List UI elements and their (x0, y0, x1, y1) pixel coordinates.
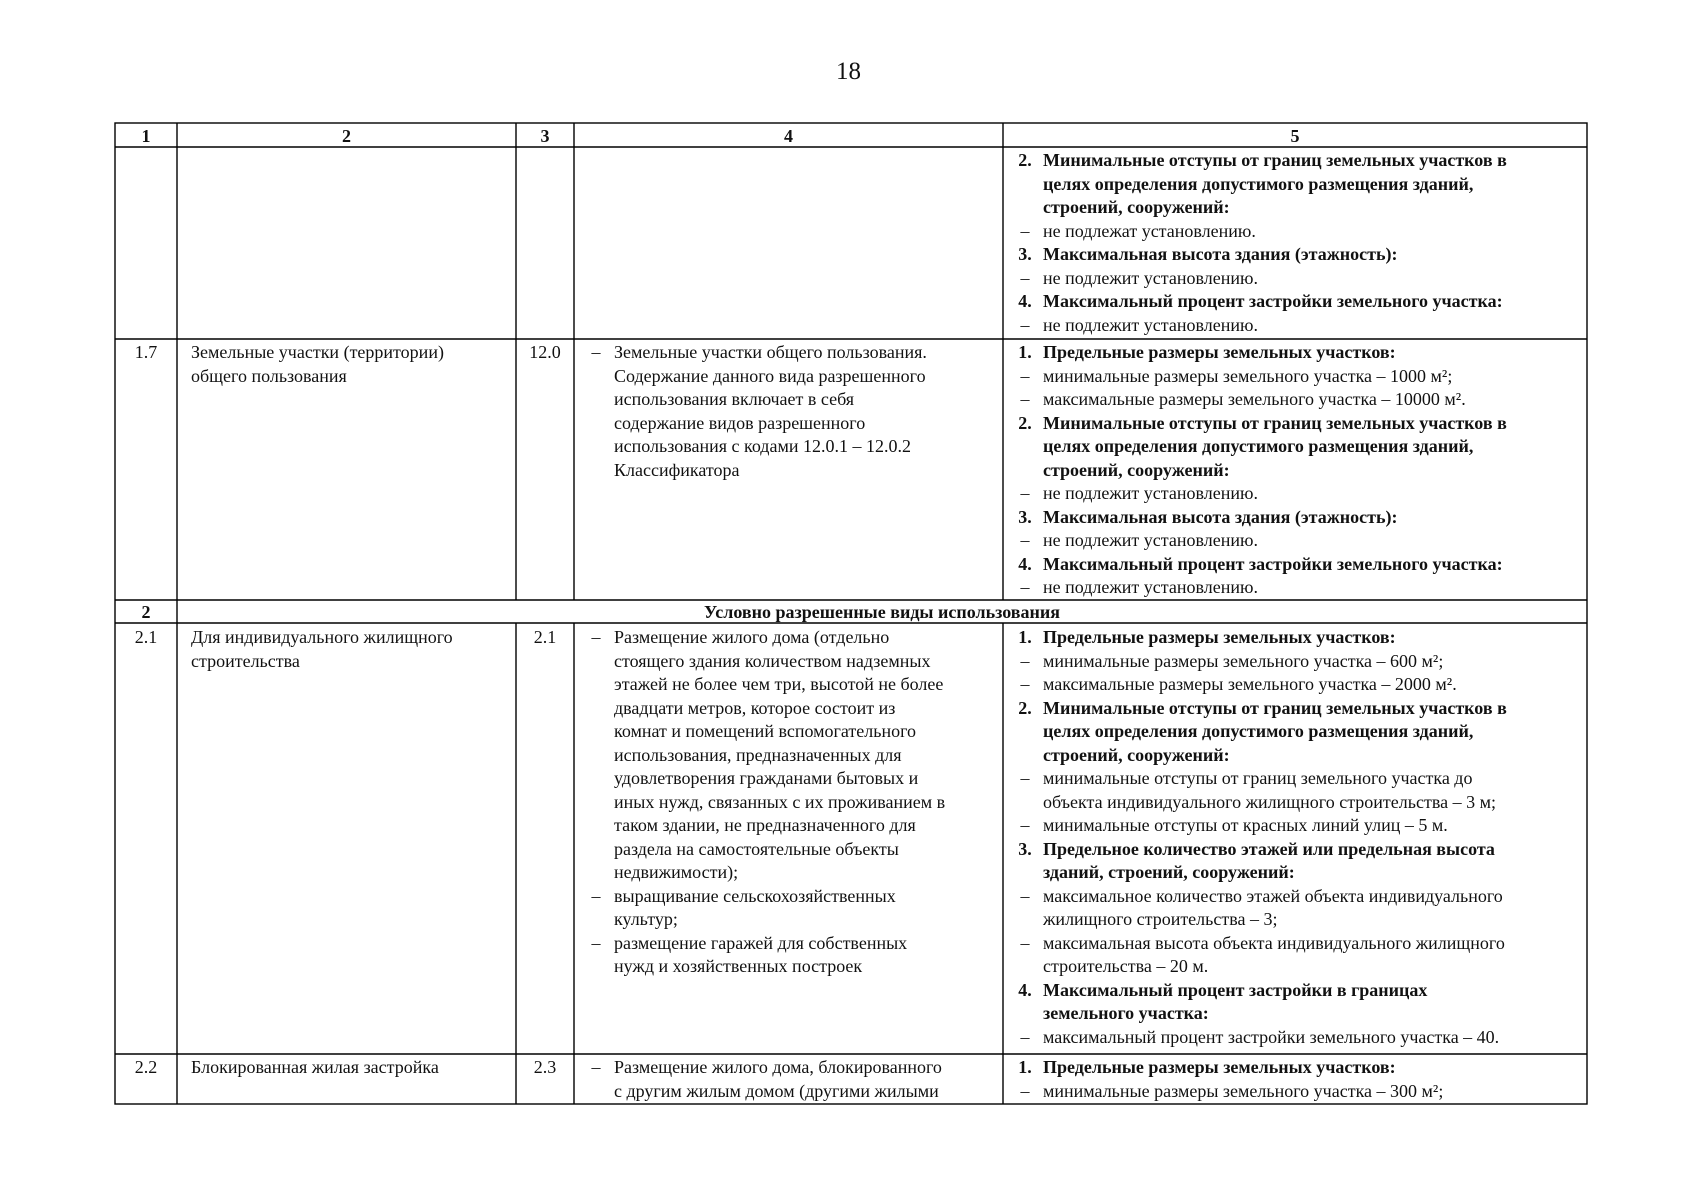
line-marker (578, 673, 614, 697)
description-line (578, 814, 1003, 838)
line-text: строений, сооружений: (1043, 197, 1230, 217)
line-marker (1007, 955, 1043, 979)
line-marker: – (1020, 267, 1030, 288)
line-marker (578, 744, 614, 768)
line-marker (1007, 1002, 1043, 1026)
row-number: 2.2 (134, 1057, 158, 1077)
line-text: этажей не более чем три, высотой не более (614, 674, 944, 694)
use-name (191, 341, 511, 388)
param-line (1007, 767, 1587, 791)
line-text: Максимальный процент застройки земельного участка: (1043, 553, 1503, 574)
line-marker: 4. (1018, 553, 1032, 574)
line-text: иных нужд, связанных с их проживанием в (614, 791, 946, 812)
param-line (1007, 365, 1587, 389)
line-text: Максимальная высота здания (этажность): (1043, 244, 1398, 264)
line-text: зданий, строений, сооружений: (1043, 862, 1295, 882)
classifier-code: 12.0 (529, 342, 561, 362)
line-text: Классификатора (614, 459, 740, 480)
line-text: Предельные размеры земельных участков: (1043, 342, 1396, 362)
line-text: нужд и хозяйственных построек (614, 956, 863, 976)
param-line (1007, 673, 1587, 697)
param-line (1007, 388, 1587, 412)
line-text: культур; (614, 909, 678, 929)
line-marker (1007, 435, 1043, 459)
line-marker (578, 720, 614, 744)
line-text: с другим жилым домом (другими жилыми (614, 1080, 939, 1101)
param-line (1007, 529, 1587, 553)
line-text: максимальные размеры земельного участка – 2000 м². (1043, 674, 1457, 694)
param-line (1007, 955, 1587, 979)
description-line (578, 885, 1003, 909)
param-line (1007, 1026, 1587, 1050)
line-marker: 4. (1018, 979, 1032, 1000)
line-marker: 1. (1018, 627, 1032, 647)
line-text: использования включает в себя (614, 389, 855, 409)
line-text: Содержание данного вида разрешенного (614, 365, 926, 386)
line-text: таком здании, не предназначенного для (614, 815, 916, 835)
params-cell (1007, 149, 1587, 337)
param-line (1007, 314, 1587, 338)
param-line (1007, 861, 1587, 885)
line-text: объекта индивидуального жилищного строительства – 3 м; (1043, 791, 1496, 812)
description-line (578, 791, 1003, 815)
line-text: раздела на самостоятельные объекты (614, 838, 899, 859)
line-marker: – (1020, 815, 1030, 835)
line-marker: – (1020, 768, 1030, 788)
row-number: 1.7 (134, 342, 158, 362)
line-text: Минимальные отступы от границ земельных участков в (1043, 412, 1507, 433)
description-line (578, 838, 1003, 862)
line-marker (578, 838, 614, 862)
line-text: Земельные участки общего пользования. (614, 342, 927, 362)
param-line (1007, 744, 1587, 768)
line-marker: 3. (1018, 838, 1032, 859)
line-text: максимальное количество этажей объекта индивидуального (1043, 885, 1503, 906)
description-line (578, 861, 1003, 885)
line-text: не подлежит установлению. (1043, 577, 1258, 597)
line-text: максимальный процент застройки земельного участка – 40. (1043, 1026, 1500, 1047)
line-marker: – (1020, 577, 1030, 597)
line-marker: – (591, 1057, 601, 1077)
line-marker: – (591, 885, 601, 906)
line-marker (578, 814, 614, 838)
line-text: не подлежит установлению. (1043, 530, 1258, 550)
line-text: Минимальные отступы от границ земельных участков в (1043, 150, 1507, 170)
line-text: Предельные размеры земельных участков: (1043, 1057, 1396, 1077)
param-line (1007, 814, 1587, 838)
use-name-line: общего пользования (191, 365, 347, 386)
line-marker: – (1020, 220, 1030, 241)
header-col-2: 2 (342, 126, 351, 146)
line-marker (578, 955, 614, 979)
line-text: двадцати метров, которое состоит из (614, 697, 896, 718)
param-line (1007, 553, 1587, 577)
description-line (578, 1056, 1003, 1080)
use-name-line: Земельные участки (территории) (191, 342, 444, 362)
param-line (1007, 908, 1587, 932)
param-line (1007, 482, 1587, 506)
line-marker: – (1020, 1026, 1030, 1047)
line-text: целях определения допустимого размещения зданий, (1043, 721, 1474, 741)
description-line (578, 767, 1003, 791)
line-text: размещение гаражей для собственных (614, 932, 908, 953)
description-line (578, 720, 1003, 744)
param-line (1007, 243, 1587, 267)
line-marker (578, 697, 614, 721)
classifier-code: 2.3 (533, 1057, 557, 1077)
description-line (578, 955, 1003, 979)
line-text: удовлетворения гражданами бытовых и (614, 768, 919, 788)
description-cell (578, 341, 1003, 482)
line-marker (1007, 173, 1043, 197)
line-marker: – (1020, 650, 1030, 671)
header-col-4: 4 (784, 126, 793, 146)
description-line (578, 673, 1003, 697)
param-line (1007, 435, 1587, 459)
param-line (1007, 1056, 1587, 1080)
line-marker (578, 388, 614, 412)
params-cell (1007, 626, 1587, 1049)
line-text: недвижимости); (614, 862, 739, 882)
line-marker (578, 767, 614, 791)
line-marker: – (1020, 314, 1030, 335)
line-marker (578, 650, 614, 674)
description-line (578, 626, 1003, 650)
line-marker (1007, 744, 1043, 768)
line-marker (578, 435, 614, 459)
line-marker: – (1020, 674, 1030, 694)
line-text: строительства – 20 м. (1043, 956, 1209, 976)
line-text: целях определения допустимого размещения зданий, (1043, 436, 1474, 456)
line-marker (1007, 196, 1043, 220)
line-marker: 2. (1018, 697, 1032, 718)
page-number: 18 (836, 58, 861, 85)
header-col-5: 5 (1290, 126, 1300, 146)
line-marker: – (591, 342, 601, 362)
param-line (1007, 626, 1587, 650)
line-marker: – (1020, 885, 1030, 906)
use-name (191, 1056, 511, 1080)
param-line (1007, 149, 1587, 173)
param-line (1007, 979, 1587, 1003)
header-col-3: 3 (540, 126, 550, 146)
line-marker: 4. (1018, 291, 1032, 311)
line-marker: 1. (1018, 1057, 1032, 1077)
line-text: максимальная высота объекта индивидуального жилищного (1043, 932, 1505, 953)
row-number: 2.1 (134, 627, 158, 647)
line-text: жилищного строительства – 3; (1043, 909, 1278, 929)
description-cell (578, 1056, 1003, 1103)
param-line (1007, 459, 1587, 483)
line-text: выращивание сельскохозяйственных (614, 885, 896, 906)
line-text: содержание видов разрешенного (614, 412, 866, 433)
line-text: минимальные размеры земельного участка – 1000 м²; (1043, 365, 1453, 386)
param-line (1007, 838, 1587, 862)
line-text: минимальные отступы от границ земельного участка до (1043, 768, 1473, 788)
line-text: целях определения допустимого размещения зданий, (1043, 173, 1474, 194)
description-line (578, 412, 1003, 436)
line-text: максимальные размеры земельного участка – 10000 м². (1043, 389, 1466, 409)
param-line (1007, 650, 1587, 674)
line-text: не подлежит установлению. (1043, 483, 1258, 503)
param-line (1007, 932, 1587, 956)
description-line (578, 388, 1003, 412)
param-line (1007, 290, 1587, 314)
param-line (1007, 576, 1587, 600)
line-marker (578, 908, 614, 932)
line-marker: – (1020, 365, 1030, 386)
section-title: Условно разрешенные виды использования (704, 602, 1060, 622)
description-cell (578, 626, 1003, 979)
line-marker: – (591, 627, 601, 647)
line-text: использования с кодами 12.0.1 – 12.0.2 (614, 436, 911, 456)
line-text: строений, сооружений: (1043, 744, 1230, 765)
line-marker (578, 412, 614, 436)
line-text: Максимальный процент застройки в границах (1043, 979, 1428, 1000)
line-marker (578, 791, 614, 815)
line-marker (1007, 861, 1043, 885)
use-name-line: Блокированная жилая застройка (191, 1057, 439, 1077)
line-text: Минимальные отступы от границ земельных участков в (1043, 697, 1507, 718)
line-marker (1007, 459, 1043, 483)
description-line (578, 365, 1003, 389)
param-line (1007, 1080, 1587, 1104)
params-cell (1007, 341, 1587, 600)
line-text: Предельные размеры земельных участков: (1043, 627, 1396, 647)
param-line (1007, 267, 1587, 291)
line-text: строений, сооружений: (1043, 459, 1230, 480)
line-marker: – (1020, 389, 1030, 409)
line-text: минимальные отступы от красных линий улиц – 5 м. (1043, 815, 1448, 835)
line-text: стоящего здания количеством надземных (614, 650, 931, 671)
description-line (578, 650, 1003, 674)
param-line (1007, 412, 1587, 436)
description-line (578, 459, 1003, 483)
description-line (578, 932, 1003, 956)
params-cell (1007, 1056, 1587, 1103)
line-text: Предельное количество этажей или предельная высота (1043, 838, 1495, 859)
line-marker (1007, 720, 1043, 744)
use-name-line: строительства (191, 650, 300, 671)
line-text: Максимальный процент застройки земельного участка: (1043, 291, 1503, 311)
header-col-1: 1 (141, 126, 151, 146)
description-line (578, 697, 1003, 721)
line-text: минимальные размеры земельного участка – 600 м²; (1043, 650, 1444, 671)
line-marker: 2. (1018, 412, 1032, 433)
use-name (191, 626, 511, 673)
param-line (1007, 697, 1587, 721)
section-number: 2 (141, 602, 151, 622)
param-line (1007, 885, 1587, 909)
use-name-line: Для индивидуального жилищного (191, 627, 453, 647)
line-text: комнат и помещений вспомогательного (614, 721, 917, 741)
description-line (578, 1080, 1003, 1104)
line-marker (578, 365, 614, 389)
classifier-code: 2.1 (533, 627, 557, 647)
line-text: земельного участка: (1043, 1003, 1209, 1023)
line-text: Размещение жилого дома (отдельно (614, 627, 890, 647)
param-line (1007, 506, 1587, 530)
param-line (1007, 1002, 1587, 1026)
line-marker (578, 1080, 614, 1104)
description-line (578, 908, 1003, 932)
line-marker (1007, 791, 1043, 815)
line-text: не подлежит установлению. (1043, 314, 1258, 335)
line-marker: 3. (1018, 506, 1032, 527)
description-line (578, 341, 1003, 365)
line-text: использования, предназначенных для (614, 744, 902, 765)
param-line (1007, 196, 1587, 220)
line-marker (578, 861, 614, 885)
param-line (1007, 173, 1587, 197)
line-marker: – (1020, 530, 1030, 550)
param-line (1007, 791, 1587, 815)
line-marker: 1. (1018, 342, 1032, 362)
line-marker: – (1020, 1080, 1030, 1101)
line-marker: 2. (1018, 150, 1032, 170)
line-text: Максимальная высота здания (этажность): (1043, 506, 1398, 527)
line-marker (578, 459, 614, 483)
line-text: не подлежат установлению. (1043, 220, 1256, 241)
param-line (1007, 720, 1587, 744)
line-text: не подлежит установлению. (1043, 267, 1258, 288)
line-marker (1007, 908, 1043, 932)
param-line (1007, 341, 1587, 365)
line-marker: – (591, 932, 601, 953)
description-line (578, 435, 1003, 459)
line-text: Размещение жилого дома, блокированного (614, 1057, 942, 1077)
description-line (578, 744, 1003, 768)
param-line (1007, 220, 1587, 244)
line-marker: – (1020, 483, 1030, 503)
line-marker: – (1020, 932, 1030, 953)
line-text: минимальные размеры земельного участка – 300 м²; (1043, 1080, 1444, 1101)
line-marker: 3. (1018, 244, 1032, 264)
